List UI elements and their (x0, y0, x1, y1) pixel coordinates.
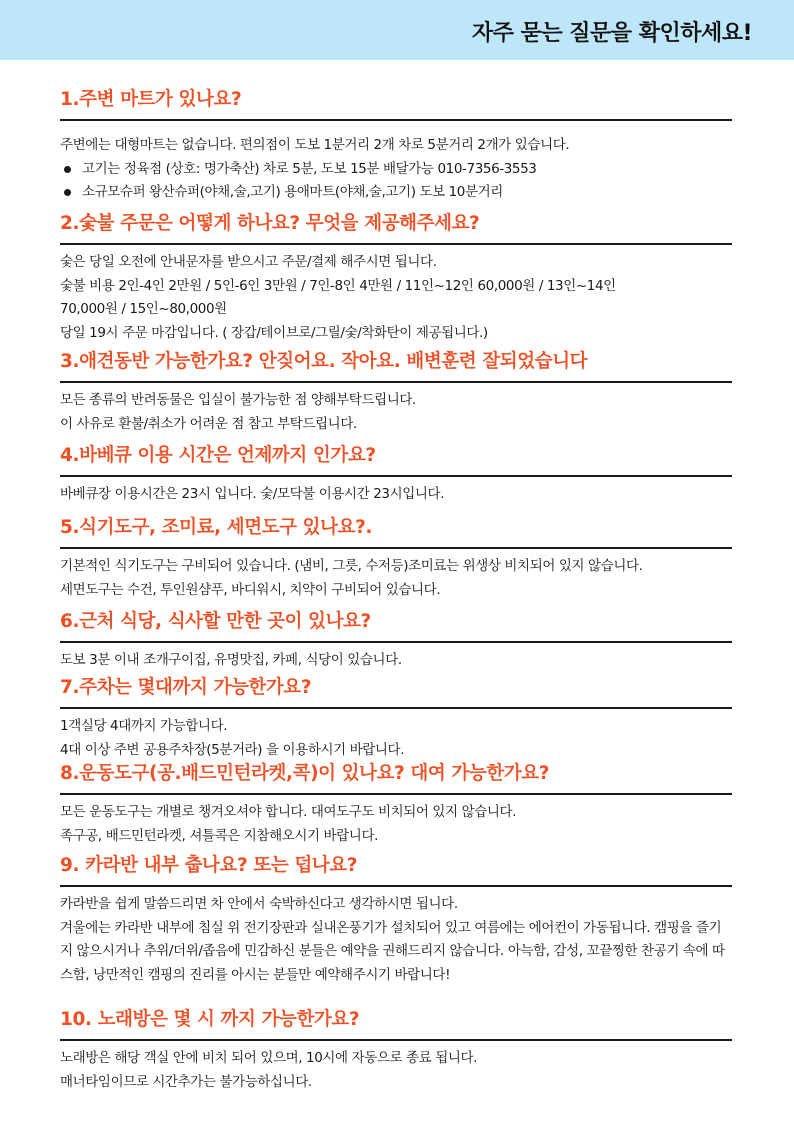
faq-question: 2.숯불 주문은 어떻게 하나요? 무엇을 제공해주세요? (60, 213, 480, 234)
divider (60, 119, 732, 121)
faq-answer (60, 251, 732, 345)
answer-line: 주변에는 대형마트는 없습니다. 편의점이 도보 1분거리 2개 차로 5분거리 2개가 있습니다. (60, 137, 570, 153)
faq-answer (60, 555, 732, 602)
answer-line: 세면도구는 수건, 투인원샴푸, 바디워시, 치약이 구비되어 있습니다. (60, 581, 441, 598)
divider (60, 885, 732, 887)
bullet-item: 소규모슈퍼 왕산슈퍼(야채,술,고기) 용애마트(야채,술,고기) 도보 10분거리 (60, 181, 732, 205)
faq-answer (60, 649, 732, 673)
header-banner (0, 0, 794, 60)
answer-paragraph: 겨울에는 카라반 내부에 침실 위 전기장판과 실내온풍기가 설치되어 있고 여름에는 에어컨이 가동됩니다. 캠핑을 즐기지 않으시거나 추위/더위/좁음에 민감하신 분들은 예약을 권해드리지 않습니다. 아늑함, 감성, 꼬끝찡한 찬공기 속에 따스함, 낭만적인 캠핑의 진리를 아시는 분들만 예약해주시기 바랍니다! (60, 919, 725, 983)
divider (60, 793, 732, 795)
faq-answer (60, 483, 732, 507)
faq-answer (60, 801, 732, 848)
faq-item-8 (60, 762, 732, 848)
faq-question: 10. 노래방은 몇 시 까지 가능한가요? (60, 1009, 360, 1030)
answer-line: 바베큐장 이용시간은 23시 입니다. 숯/모닥불 이용시간 23시입니다. (60, 486, 445, 502)
faq-question: 6.근처 식당, 식사할 만한 곳이 있나요? (60, 611, 371, 632)
faq-answer (60, 893, 732, 987)
divider (60, 475, 732, 477)
divider (60, 707, 732, 709)
answer-line: 4대 이상 주변 공용주차장(5분거라) 을 이용하시기 바랍니다. (60, 741, 405, 758)
answer-line: 당일 19시 주문 마감입니다. ( 장갑/테이브로/그릴/숯/착화탄이 제공됩니다.) (60, 324, 488, 341)
answer-line: 70,000원 / 15인~80,000원 (60, 301, 227, 317)
answer-line: 카라반을 쉽게 말씀드리면 차 안에서 숙박하신다고 생각하시면 됩니다. (60, 896, 458, 912)
answer-line: 족구공, 배드민턴라켓, 셔틀콕은 지참해오시기 바랍니다. (60, 827, 378, 844)
faq-answer (60, 1047, 732, 1094)
faq-question: 4.바베큐 이용 시간은 언제까지 인가요? (60, 445, 376, 466)
answer-line: 노래방은 해당 객실 안에 비치 되어 있으며, 10시에 자동으로 종료 됩니다. (60, 1050, 478, 1066)
answer-line: 숯불 비용 2인-4인 2만원 / 5인-6인 3만원 / 7인-8인 4만원 / 11인~12인 60,000원 / 13인~14인 (60, 277, 616, 294)
answer-line: 기본적인 식기도구는 구비되어 있습니다. (냄비, 그릇, 수저등)조미료는 위생상 비치되어 있지 않습니다. (60, 558, 643, 574)
faq-answer (60, 134, 732, 205)
faq-question: 8.운동도구(공.배드민턴라켓,콕)이 있나요? 대여 가능한가요? (60, 763, 550, 784)
bullet-item: 고기는 정육점 (상호: 명가축산) 차로 5분, 도보 15분 배달가능 010-7356-3553 (60, 158, 732, 182)
divider (60, 1039, 732, 1041)
faq-question: 9. 카라반 내부 춥나요? 또는 덥나요? (60, 855, 358, 876)
faq-item-2 (60, 212, 732, 345)
faq-item-1 (60, 88, 732, 205)
faq-answer (60, 715, 732, 762)
answer-line: 숯은 당일 오전에 안내문자를 받으시고 주문/결제 해주시면 됩니다. (60, 254, 437, 270)
faq-question: 7.주차는 몇대까지 가능한가요? (60, 677, 312, 698)
answer-line: 모든 종류의 반려동물은 입실이 불가능한 점 양해부탁드립니다. (60, 392, 416, 408)
answer-line: 도보 3분 이내 조개구이집, 유명맛집, 카페, 식당이 있습니다. (60, 652, 402, 668)
faq-answer (60, 389, 732, 436)
faq-item-6 (60, 610, 732, 673)
answer-line: 1객실당 4대까지 가능합니다. (60, 718, 228, 734)
divider (60, 547, 732, 549)
faq-question: 3.애견동반 가능한가요? 안짖어요. 작아요. 배변훈련 잘되었습니다 (60, 351, 588, 372)
answer-line: 이 사유로 환불/취소가 어려운 점 참고 부탁드립니다. (60, 415, 357, 432)
faq-question: 5.식기도구, 조미료, 세면도구 있나요?. (60, 517, 373, 538)
divider (60, 641, 732, 643)
divider (60, 243, 732, 245)
faq-item-5 (60, 516, 732, 602)
answer-line: 매너타임이므로 시간추가는 불가능하십니다. (60, 1073, 312, 1090)
faq-question: 1.주변 마트가 있나요? (60, 89, 242, 110)
faq-item-3 (60, 350, 732, 436)
faq-item-9 (60, 854, 732, 987)
faq-item-10 (60, 1008, 732, 1094)
faq-item-7 (60, 676, 732, 762)
page-title: 자주 묻는 질문을 확인하세요! (471, 21, 752, 46)
answer-line: 모든 운동도구는 개별로 챙겨오셔야 합니다. 대여도구도 비치되어 있지 않습니다. (60, 804, 517, 820)
faq-item-4 (60, 444, 732, 507)
divider (60, 381, 732, 383)
